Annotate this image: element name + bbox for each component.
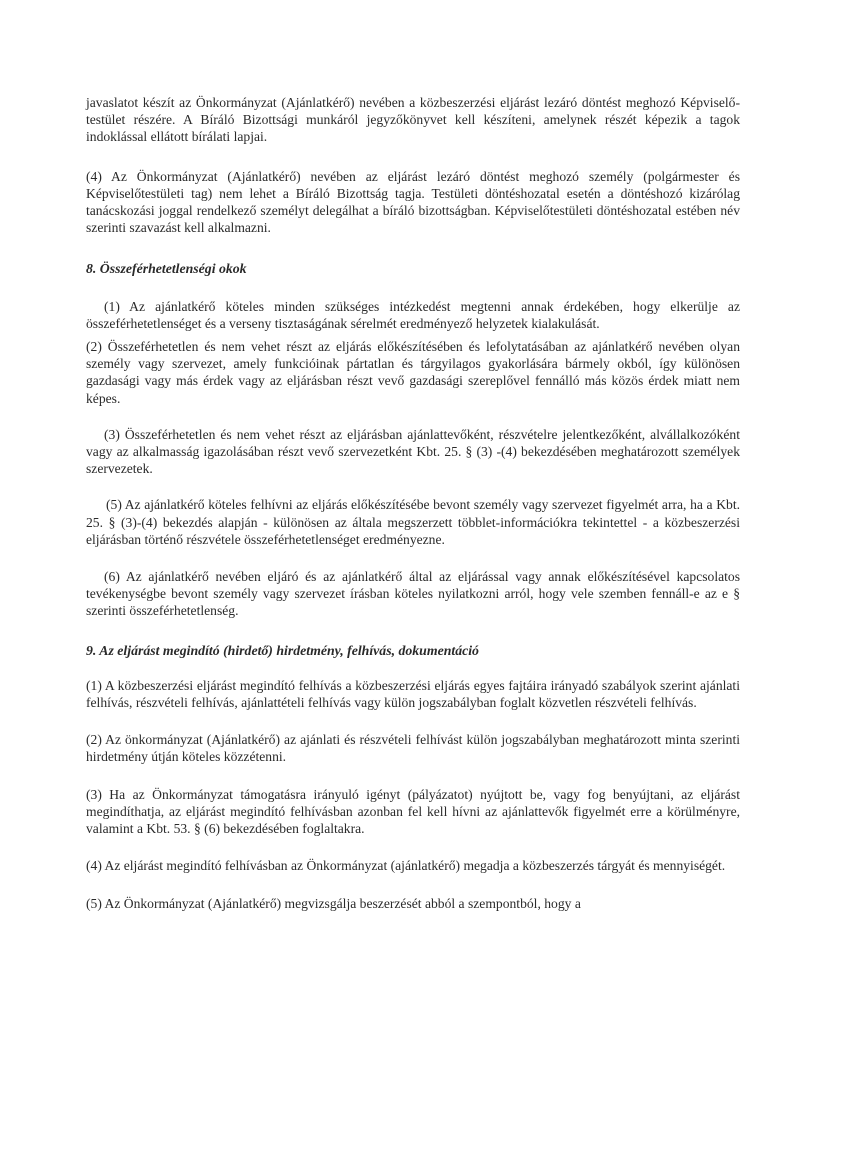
paragraph-4: (4) Az Önkormányzat (Ajánlatkérő) nevében az eljárást lezáró döntést meghozó személy (polgármester és Képviselőtestületi tag) nem lehet a Bíráló Bizottság tagja. Testületi döntéshozatal esetén a döntéshozó kizárólag tanácskozási joggal rendelkező személyt delegálhat a bíráló bizottságban. Képviselőtestületi döntéshozatal estében név szerinti szavazást kell alkalmazni.	[86, 168, 740, 236]
section-9-paragraph-3: (3) Ha az Önkormányzat támogatásra irányuló igényt (pályázatot) nyújtott be, vagy fog benyújtani, az eljárást megindíthatja, az eljárást megindító felhívásban azonban fel kell hívni az ajánlattevők figyelmét erre a körülményre, valamint a Kbt. 53. § (6) bekezdésében foglaltakra.	[86, 786, 740, 837]
section-8-paragraph-3: (3) Összeférhetetlen és nem vehet részt az eljárásban ajánlattevőként, részvételre jelentkezőként, alvállalkozóként vagy az alkalmasság igazolásában részt vevő szervezetként Kbt. 25. § (3) -(4) bekezdésében meghatározott személyek szervezetek.	[86, 426, 740, 477]
section-9-paragraph-2: (2) Az önkormányzat (Ajánlatkérő) az ajánlati és részvételi felhívást külön jogszabályban meghatározott minta szerinti hirdetmény útján köteles közzétenni.	[86, 732, 740, 765]
section-8-paragraph-2: (2) Összeférhetetlen és nem vehet részt az eljárás előkészítésében és lefolytatásában az ajánlatkérő nevében olyan személy vagy szervezet, amely funkcióinak pártatlan és tárgyilagos gyakorlására bármely okból, így különösen gazdasági vagy más érdek vagy az eljárásban részt vevő gazdasági szereplővel fennálló más közös érdek miatt nem képes.	[86, 339, 740, 406]
section-8-paragraph-5: (5) Az ajánlatkérő köteles felhívni az eljárás előkészítésébe bevont személy vagy szervezet figyelmét arra, ha a Kbt. 25. § (3)-(4) bekezdés alapján - különösen az általa megszerzett többlet-információkra tekintettel - a közbeszerzési eljárásban történő részvétele összeférhetetlenséget eredményezne.	[86, 497, 740, 547]
document-page	[86, 94, 740, 912]
paragraph-intro: javaslatot készít az Önkormányzat (Ajánlatkérő) nevében a közbeszerzési eljárást lezáró döntést meghozó Képviselő-testület részére. A Bíráló Bizottsági munkáról jegyzőkönyvet kell készíteni, amelynek részét képezik a tagok indoklással ellátott bírálati lapjai.	[86, 95, 740, 145]
section-9-paragraph-4: (4) Az eljárást megindító felhívásban az Önkormányzat (ajánlatkérő) megadja a közbeszerzés tárgyát és mennyiségét.	[86, 858, 726, 874]
section-9-paragraph-1: (1) A közbeszerzési eljárást megindító felhívás a közbeszerzési eljárás egyes fajtáira irányadó szabályok szerint ajánlati felhívás, részvételi felhívás, ajánlattételi felhívás vagy külön jogszabályban foglalt közvetlen részvételi felhívás.	[86, 677, 740, 711]
section-9-paragraph-5: (5) Az Önkormányzat (Ajánlatkérő) megvizsgálja beszerzését abból a szempontból, hogy a	[86, 895, 581, 911]
section-8-paragraph-1: (1) Az ajánlatkérő köteles minden szükséges intézkedést megtenni annak érdekében, hogy elkerülje az összeférhetetlenséget és a verseny tisztaságának sérelmét eredményező helyzetek kialakulását.	[86, 298, 740, 331]
section-8-heading: 8. Összeférhetetlenségi okok	[86, 261, 247, 277]
section-9-heading: 9. Az eljárást megindító (hirdető) hirdetmény, felhívás, dokumentáció	[86, 642, 479, 658]
section-8-paragraph-6: (6) Az ajánlatkérő nevében eljáró és az ajánlatkérő által az eljárással vagy annak előkészítésével kapcsolatos tevékenységbe bevont személy vagy szervezet írásban köteles nyilatkozni arról, hogy vele szemben fennáll-e az e § szerinti összeférhetetlenség.	[86, 569, 740, 619]
